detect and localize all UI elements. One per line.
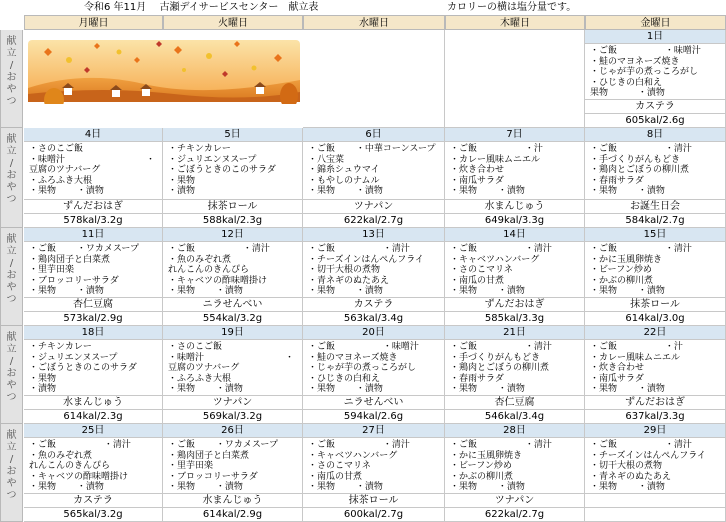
snack-name: 水まんじゅう: [24, 395, 162, 409]
menu-items: ・ご飯 ・ワカメスープ ・鶏肉団子と白菜煮 ・里芋田楽 ・ブロッコリーサラダ ・果物 ・漬物: [168, 440, 278, 493]
day-date: 11日: [24, 228, 162, 242]
snack-name: ツナパン: [163, 395, 302, 409]
day-date: 27日: [303, 424, 444, 438]
menu-items: ・さのこご飯 ・味噌汁 ・ 豆腐のツナバーグ ・ふろふき大根 ・果物 ・漬物: [168, 342, 295, 395]
snack-name: 杏仁豆腐: [24, 297, 162, 311]
salt-note: カロリーの横は塩分量です。: [447, 2, 577, 13]
menu-items: ・ご飯 ・清汁 ・かに玉風卵焼き ・ビーフン炒め ・かぶの柳川煮 ・果物 ・漬物: [590, 244, 692, 297]
calorie-salt: 585kal/3.3g: [445, 311, 584, 326]
day-date: 18日: [24, 326, 162, 340]
weekday-header: 金曜日: [585, 15, 726, 30]
menu-items: ・ご飯 ・味噌汁 ・鮭のマヨネーズ焼き ・じゃが芋の煮っころがし ・ひじきの白和え 果物 ・漬物: [590, 46, 701, 99]
calorie-salt: 578kal/3.2g: [24, 213, 162, 228]
day-cell: [585, 228, 726, 326]
menu-items: ・チキンカレー ・ジュリエンヌスープ ・ごぼうときのこのサラダ ・果物 ・漬物: [29, 342, 137, 395]
calorie-salt: 569kal/3.2g: [163, 409, 302, 424]
snack-name: ずんだおはぎ: [24, 199, 162, 213]
snack-name: ツナパン: [303, 199, 444, 213]
row-side-label: 献 立 / お や つ: [0, 326, 23, 424]
snack-name: お誕生日会: [585, 199, 725, 213]
weekday-header: 月曜日: [24, 15, 163, 30]
day-date: 19日: [163, 326, 302, 340]
calorie-salt: 554kal/3.2g: [163, 311, 302, 326]
day-date: 20日: [303, 326, 444, 340]
calorie-salt: 622kal/2.7g: [303, 213, 444, 228]
menu-items: ・ご飯 ・清汁 ・キャベツハンバーグ ・さのこマリネ ・南瓜の甘煮 ・果物 ・漬物: [450, 244, 552, 297]
weekday-header: 木曜日: [445, 15, 585, 30]
snack-name: カステラ: [303, 297, 444, 311]
menu-items: ・ご飯 ・汁 ・カレー風味ムニエル ・炊き合わせ ・南瓜サラダ ・果物 ・漬物: [450, 144, 543, 197]
snack-name: [585, 493, 725, 507]
day-cell: [585, 326, 726, 424]
sheet-title: 令和6 年11月 古瀬デイサービスセンター 献立表: [84, 2, 319, 13]
calorie-salt: 614kal/3.0g: [585, 311, 725, 326]
day-cell: [303, 424, 445, 522]
autumn-landscape-icon: [24, 30, 303, 128]
day-date: 29日: [585, 424, 725, 438]
autumn-banner-image: [24, 30, 303, 128]
snack-name: ずんだおはぎ: [445, 297, 584, 311]
calorie-salt: 614kal/2.9g: [163, 507, 302, 522]
calorie-salt: 614kal/2.3g: [24, 409, 162, 424]
snack-name: ニラせんべい: [303, 395, 444, 409]
day-date: 26日: [163, 424, 302, 438]
calorie-salt: 605kal/2.6g: [585, 113, 725, 128]
menu-items: ・ご飯 ・清汁 ・手づくりがんもどき ・鶏肉とごぼうの柳川煮 ・春雨サラダ ・果物 ・漬物: [450, 342, 552, 395]
calorie-salt: 594kal/2.6g: [303, 409, 444, 424]
row-side-label: 献 立 / お や つ: [0, 128, 23, 228]
snack-name: 抹茶ロール: [303, 493, 444, 507]
calorie-salt: 546kal/3.4g: [445, 409, 584, 424]
day-date: 25日: [24, 424, 162, 438]
day-cell: [163, 228, 303, 326]
day-cell: [585, 424, 726, 522]
empty-day-cell: [445, 30, 585, 128]
menu-items: ・ご飯 ・中華コーンスープ ・八宝菜 ・錦糸シュウマイ ・もやしのナムル ・果物 ・漬物: [308, 144, 436, 197]
day-date: 22日: [585, 326, 725, 340]
day-date: 12日: [163, 228, 302, 242]
menu-items: ・ご飯 ・ワカメスープ ・鶏肉団子と白菜煮 ・里芋田楽 ・ブロッコリーサラダ ・果物 ・漬物: [29, 244, 139, 297]
menu-items: ・ご飯 ・清汁 ・かに玉風卵焼き ・ビーフン炒め ・かぶの柳川煮 ・果物 ・漬物: [450, 440, 552, 493]
day-date: 8日: [585, 128, 725, 142]
menu-items: ・ご飯 ・汁 ・カレー風味ムニエル ・炊き合わせ ・南瓜サラダ ・果物 ・漬物: [590, 342, 683, 395]
menu-items: ・ご飯 ・清汁 ・魚のみぞれ煮 れんこんのきんぴら ・キャベツの酢味噌掛け ・果物 ・漬物: [168, 244, 270, 297]
calorie-salt: 637kal/3.3g: [585, 409, 725, 424]
snack-name: 抹茶ロール: [163, 199, 302, 213]
day-cell: [303, 326, 445, 424]
day-date: 21日: [445, 326, 584, 340]
day-cell: [163, 128, 303, 228]
calorie-salt: 600kal/2.7g: [303, 507, 444, 522]
calorie-salt: 573kal/2.9g: [24, 311, 162, 326]
day-date: 15日: [585, 228, 725, 242]
day-date: 14日: [445, 228, 584, 242]
calorie-salt: 588kal/2.3g: [163, 213, 302, 228]
calorie-salt: 622kal/2.7g: [445, 507, 584, 522]
day-cell: [585, 128, 726, 228]
day-cell: [445, 424, 585, 522]
day-cell: [163, 424, 303, 522]
day-cell: [163, 326, 303, 424]
snack-name: ずんだおはぎ: [585, 395, 725, 409]
menu-items: ・ご飯 ・清汁 ・手づくりがんもどき ・鶏肉とごぼうの柳川煮 ・春雨サラダ ・果物 ・漬物: [590, 144, 692, 197]
day-cell: [24, 424, 163, 522]
weekday-header: 水曜日: [303, 15, 445, 30]
menu-items: ・さのこご飯 ・味噌汁 ・ 豆腐のツナバーグ ・ふろふき大根 ・果物 ・漬物: [29, 144, 156, 197]
weekday-header: 火曜日: [163, 15, 303, 30]
menu-items: ・ご飯 ・清汁 ・魚のみぞれ煮 れんこんのきんぴら ・キャベツの酢味噌掛け ・果物 ・漬物: [29, 440, 131, 493]
menu-items: ・ご飯 ・清汁 ・チーズインはんぺんフライ ・切干大根の煮物 ・青ネギのぬたあえ ・果物 ・漬物: [308, 244, 424, 297]
day-cell: [303, 128, 445, 228]
snack-name: 水まんじゅう: [163, 493, 302, 507]
day-cell: [445, 228, 585, 326]
day-date: 28日: [445, 424, 584, 438]
calorie-salt: 649kal/3.3g: [445, 213, 584, 228]
calorie-salt: 563kal/3.4g: [303, 311, 444, 326]
menu-items: ・チキンカレー ・ジュリエンヌスープ ・ごぼうときのこのサラダ ・果物 ・漬物: [168, 144, 276, 197]
day-cell: [24, 128, 163, 228]
day-cell: [24, 326, 163, 424]
snack-name: ニラせんべい: [163, 297, 302, 311]
day-date: 13日: [303, 228, 444, 242]
day-date: 4日: [24, 128, 162, 142]
day-date: 5日: [163, 128, 302, 142]
snack-name: ツナパン: [445, 493, 584, 507]
day-cell: [585, 30, 726, 128]
menu-items: ・ご飯 ・清汁 ・キャベツハンバーグ ・さのこマリネ ・南瓜の甘煮 ・果物 ・漬物: [308, 440, 410, 493]
menu-items: ・ご飯 ・清汁 ・チーズインはんぺんフライ ・切干大根の煮物 ・青ネギのぬたあえ ・果物 ・漬物: [590, 440, 706, 493]
day-date: 1日: [585, 30, 725, 44]
calorie-salt: 565kal/3.2g: [24, 507, 162, 522]
day-cell: [445, 326, 585, 424]
row-side-label: 献 立 / お や つ: [0, 228, 23, 326]
day-cell: [303, 228, 445, 326]
day-cell: [445, 128, 585, 228]
menu-items: ・ご飯 ・味噌汁 ・鮭のマヨネーズ焼き ・じゃが芋の煮っころがし ・ひじきの白和え ・果物 ・漬物: [308, 342, 419, 395]
row-side-label: 献 立 / お や つ: [0, 30, 23, 128]
day-cell: [24, 228, 163, 326]
day-date: 6日: [303, 128, 444, 142]
empty-day-cell: [303, 30, 445, 128]
calorie-salt: [585, 507, 725, 522]
snack-name: カステラ: [24, 493, 162, 507]
snack-name: カステラ: [585, 99, 725, 113]
day-date: 7日: [445, 128, 584, 142]
snack-name: 抹茶ロール: [585, 297, 725, 311]
calorie-salt: 584kal/2.7g: [585, 213, 725, 228]
snack-name: 水まんじゅう: [445, 199, 584, 213]
snack-name: 杏仁豆腐: [445, 395, 584, 409]
row-side-label: 献 立 / お や つ: [0, 424, 23, 522]
